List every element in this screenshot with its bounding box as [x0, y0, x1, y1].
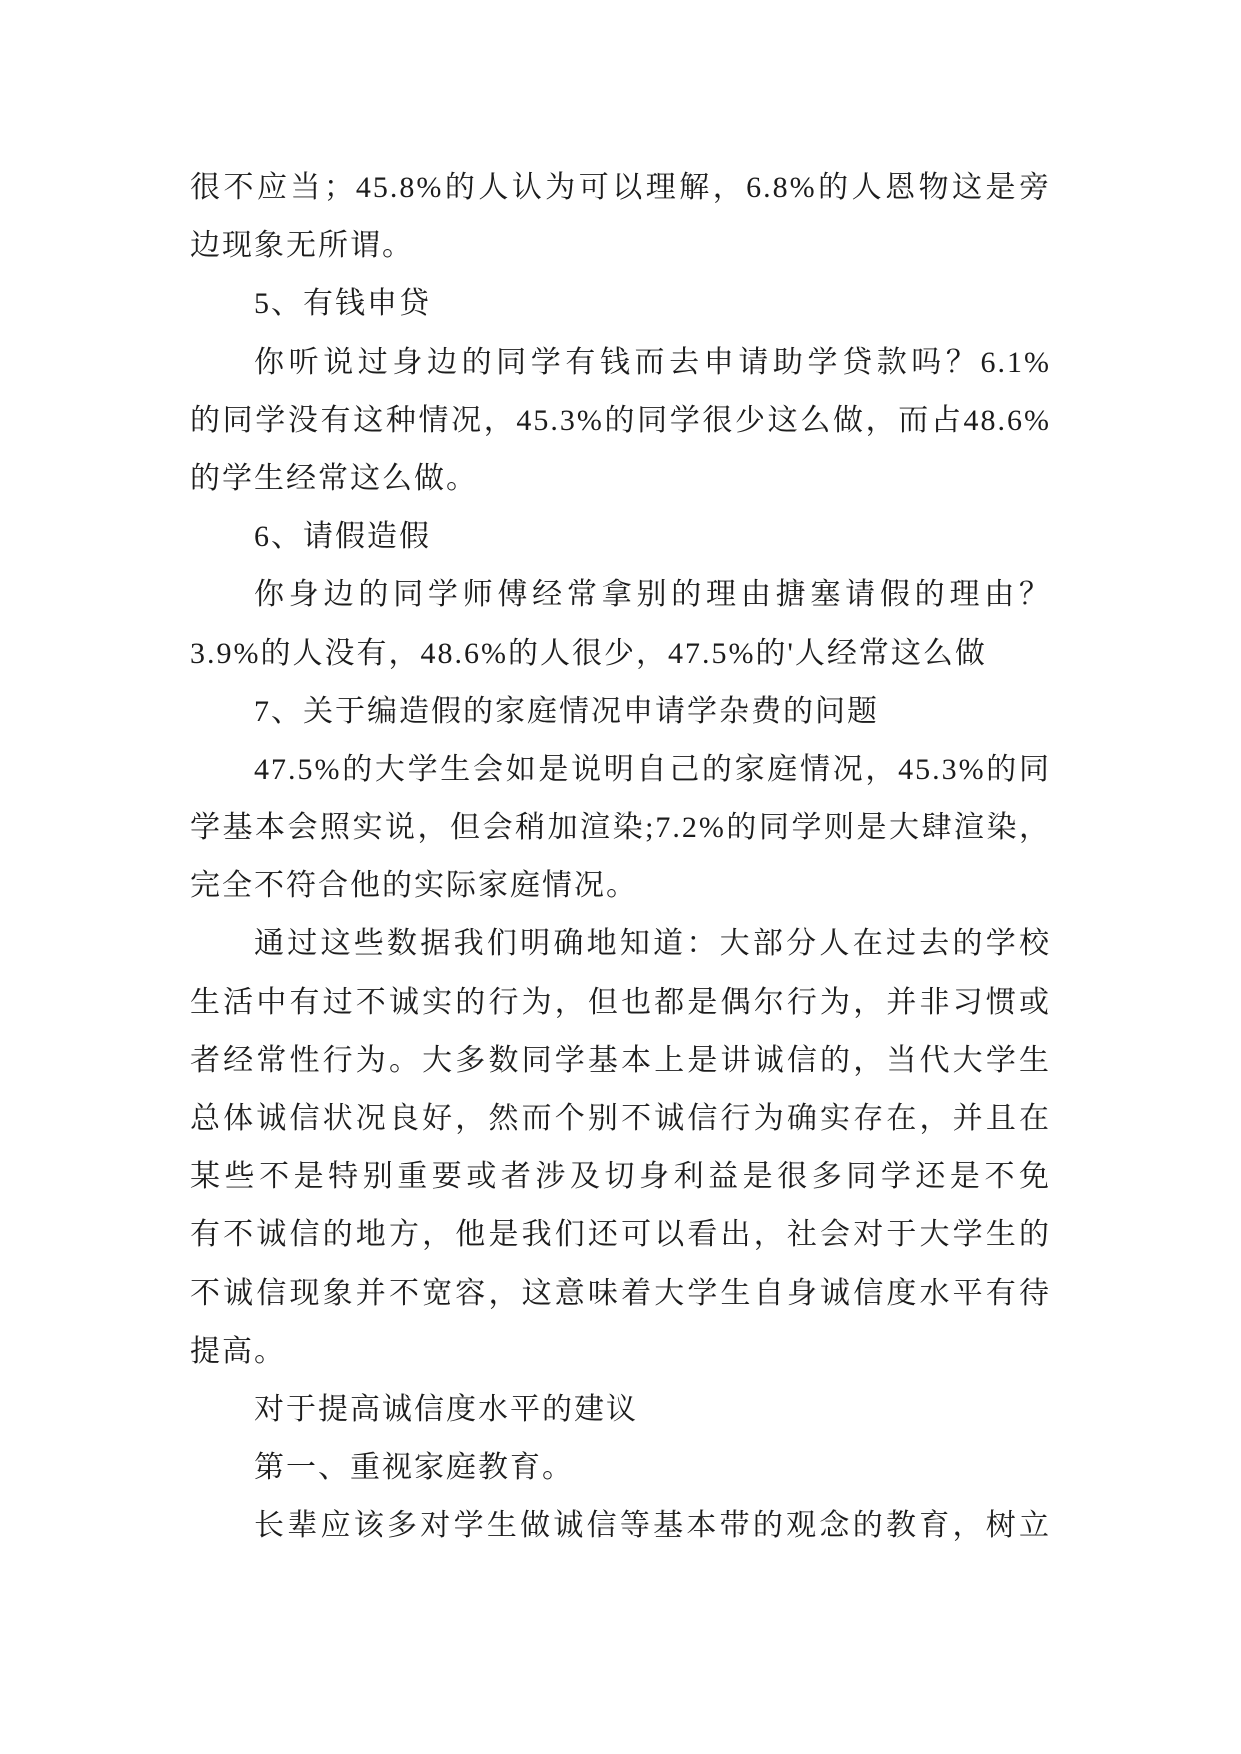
section-heading: [190, 508, 1051, 566]
heading-text: 5、有钱申贷: [254, 287, 431, 321]
text-line: 很不应当；45.8%的人认为可以理解，6.8%的人恩物这是旁: [190, 171, 1051, 204]
text-line: 某些不是特别重要或者涉及切身利益是很多同学还是不免: [190, 1160, 1051, 1194]
paragraph: [190, 915, 1051, 1381]
text-line: 3.9%的人没有，48.6%的人很少，47.5%的'人经常这么做: [190, 636, 987, 670]
text-line: 的学生经常这么做。: [190, 461, 478, 495]
heading-text: 6、请假造假: [254, 520, 431, 554]
text-line: 你听说过身边的同学有钱而去申请助学贷款吗？6.1%: [254, 345, 1051, 379]
text-line: 者经常性行为。大多数同学基本上是讲诚信的，当代大学生: [190, 1043, 1051, 1077]
paragraph: [190, 741, 1051, 916]
heading-text: 对于提高诚信度水平的建议: [254, 1392, 638, 1426]
text-line: 通过这些数据我们明确地知道：大部分人在过去的学校: [254, 927, 1051, 961]
paragraph: [190, 1497, 1051, 1555]
section-heading: [190, 1439, 1051, 1497]
text-line: 47.5%的大学生会如是说明自己的家庭情况，45.3%的同: [254, 752, 1051, 786]
text-line: 的同学没有这种情况，45.3%的同学很少这么做，而占48.6%: [190, 403, 1051, 437]
document-body: [190, 159, 1051, 1556]
paragraph-continued: [190, 159, 1051, 275]
text-line: 学基本会照实说，但会稍加渲染;7.2%的同学则是大肆渲染，: [190, 811, 1051, 845]
text-line: 生活中有过不诚实的行为，但也都是偶尔行为，并非习惯或: [190, 985, 1051, 1019]
text-line: 总体诚信状况良好，然而个别不诚信行为确实存在，并且在: [190, 1102, 1051, 1135]
text-line: 有不诚信的地方，他是我们还可以看出，社会对于大学生的: [190, 1218, 1051, 1252]
section-heading: [190, 683, 1051, 741]
heading-text: 7、关于编造假的家庭情况申请学杂费的问题: [254, 694, 879, 728]
section-heading: [190, 1381, 1051, 1439]
section-heading: [190, 275, 1051, 333]
paragraph: [190, 334, 1051, 509]
text-line: 长辈应该多对学生做诚信等基本带的观念的教育，树立: [254, 1509, 1051, 1543]
text-line: 不诚信现象并不宽容，这意味着大学生自身诚信度水平有待: [190, 1276, 1051, 1310]
text-line: 提高。: [190, 1334, 286, 1368]
heading-text: 第一、重视家庭教育。: [254, 1451, 574, 1485]
text-line: 你身边的同学师傅经常拿别的理由搪塞请假的理由？: [254, 578, 1051, 612]
text-line: 边现象无所谓。: [190, 229, 414, 263]
paragraph: [190, 566, 1051, 682]
text-line: 完全不符合他的实际家庭情况。: [190, 869, 638, 903]
